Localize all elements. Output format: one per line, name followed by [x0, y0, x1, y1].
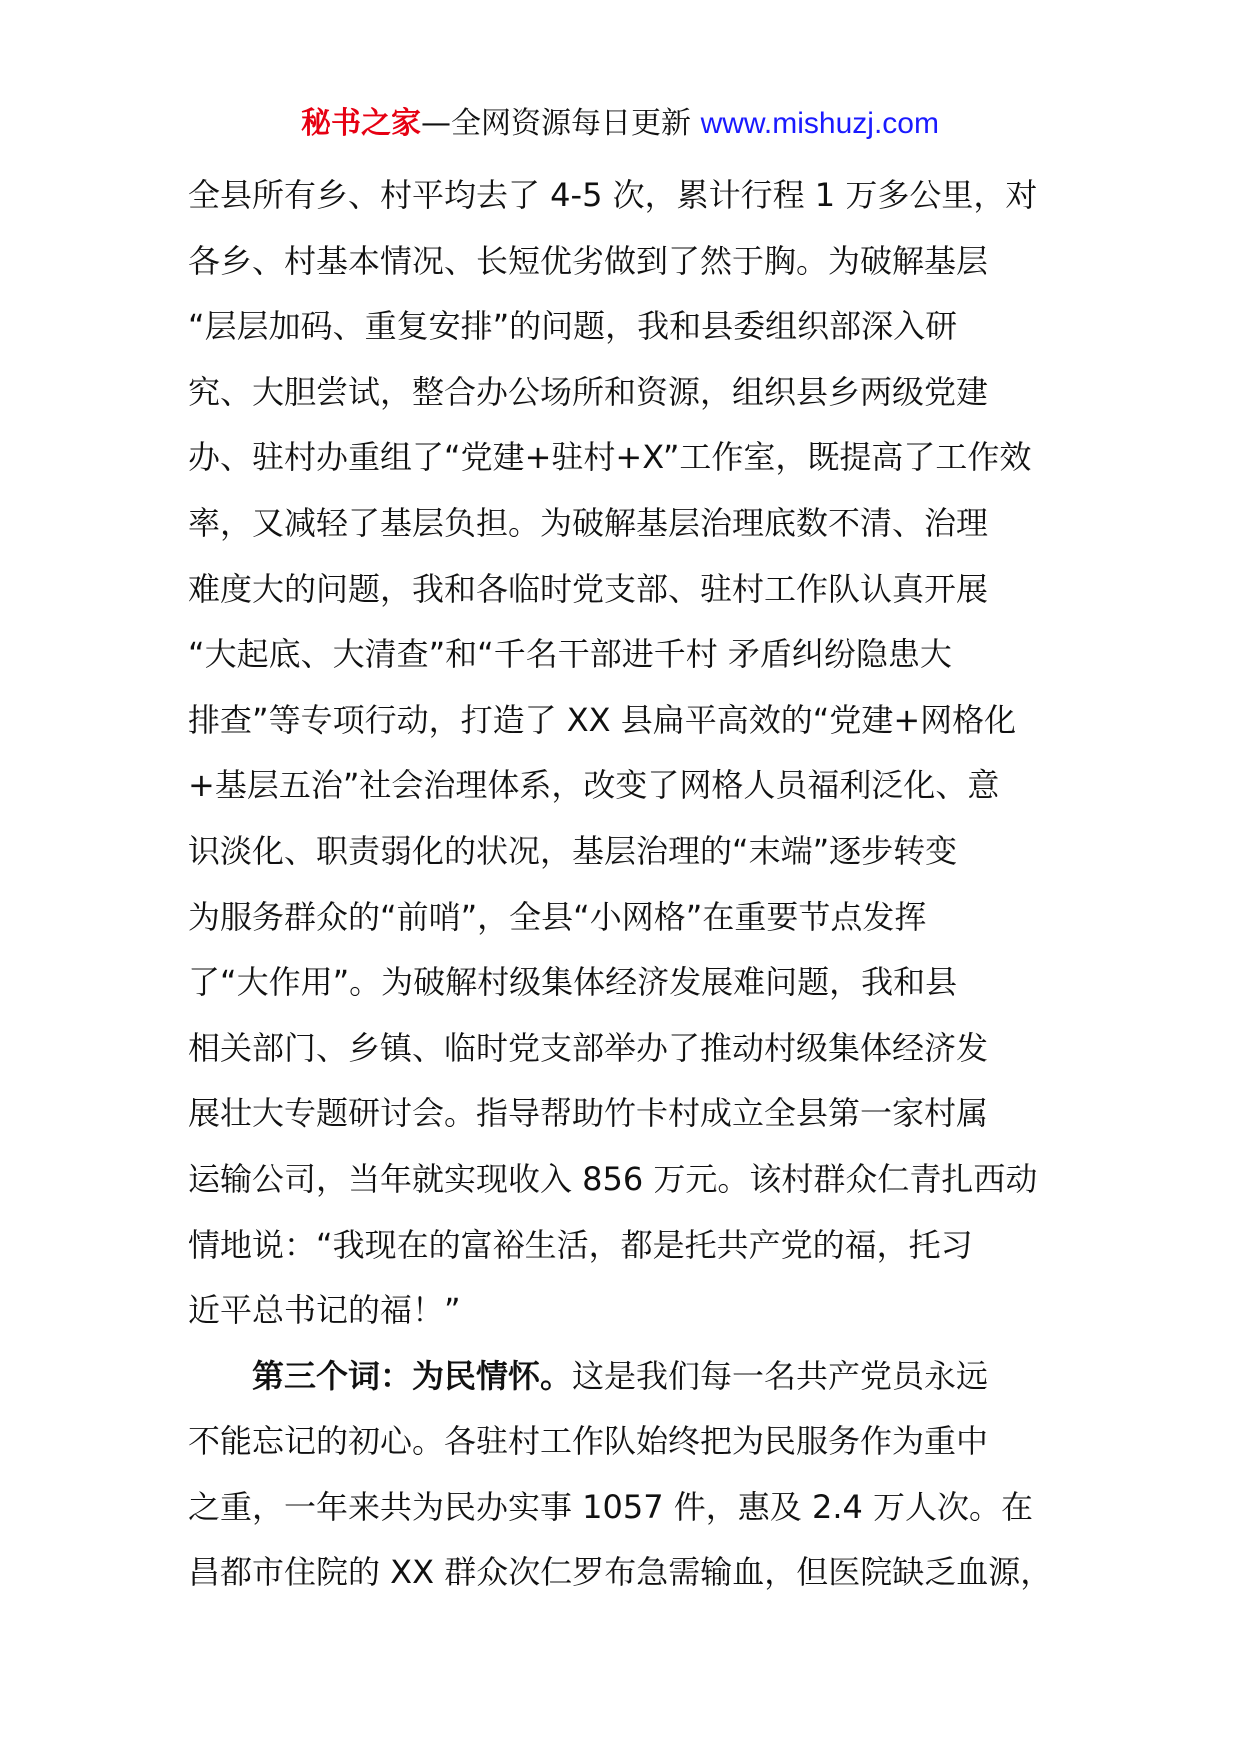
section3-first-line	[188, 1344, 1068, 1410]
page-header	[0, 102, 1240, 146]
site-tagline: —全网资源每日更新	[421, 106, 701, 141]
text-line-17: 情地说：“我现在的富裕生活，都是托共产党的福，托习	[188, 1225, 973, 1264]
text-line-14: 相关部门、乡镇、临时党支部举办了推动村级集体经济发	[188, 1028, 989, 1067]
text-line-16: 运输公司，当年就实现收入 856 万元。该村群众仁青扎西动	[188, 1159, 1038, 1198]
text-line-10: +基层五治”社会治理体系，改变了网格人员福利泛化、意	[188, 766, 1000, 805]
text-line-9: 排查”等专项行动，打造了 XX 县扁平高效的“党建+网格化	[188, 700, 1017, 739]
text-line-12: 为服务群众的“前哨”，全县“小网格”在重要节点发挥	[188, 897, 927, 936]
text-line-5: 办、驻村办重组了“党建+驻村+X”工作室，既提高了工作效	[188, 438, 1032, 477]
text-line-7: 难度大的问题，我和各临时党支部、驻村工作队认真开展	[188, 569, 989, 608]
section3-heading: 第三个词：为民情怀。	[252, 1356, 573, 1395]
section3-line-4: 昌都市住院的 XX 群众次仁罗布急需输血，但医院缺乏血源，	[188, 1553, 1053, 1592]
site-url-link[interactable]: www.mishuzj.com	[700, 107, 939, 140]
text-line-13: 了“大作用”。为破解村级集体经济发展难问题，我和县	[188, 963, 958, 1002]
section3-line-2: 不能忘记的初心。各驻村工作队始终把为民服务作为重中	[188, 1422, 989, 1461]
text-line-4: 究、大胆尝试，整合办公场所和资源，组织县乡两级党建	[188, 372, 989, 411]
text-line-15: 展壮大专题研讨会。指导帮助竹卡村成立全县第一家村属	[188, 1094, 989, 1133]
text-line-3: “层层加码、重复安排”的问题，我和县委组织部深入研	[188, 307, 958, 346]
text-line-8: “大起底、大清查”和“千名干部进千村 矛盾纠纷隐患大	[188, 635, 952, 674]
text-line-2: 各乡、村基本情况、长短优劣做到了然于胸。为破解基层	[188, 241, 989, 280]
text-line-1: 全县所有乡、村平均去了 4-5 次，累计行程 1 万多公里，对	[188, 176, 1038, 214]
document-body	[188, 163, 1068, 1606]
section3-line-3: 之重，一年来共为民办实事 1057 件，惠及 2.4 万人次。在	[188, 1487, 1034, 1526]
section3-first-line-text: 这是我们每一名共产党员永远	[572, 1356, 989, 1395]
text-line-18: 近平总书记的福！”	[188, 1291, 461, 1330]
text-line-11: 识淡化、职责弱化的状况，基层治理的“末端”逐步转变	[188, 831, 958, 870]
site-brand: 秘书之家	[301, 106, 422, 141]
text-line-6: 率，又减轻了基层负担。为破解基层治理底数不清、治理	[188, 503, 989, 542]
